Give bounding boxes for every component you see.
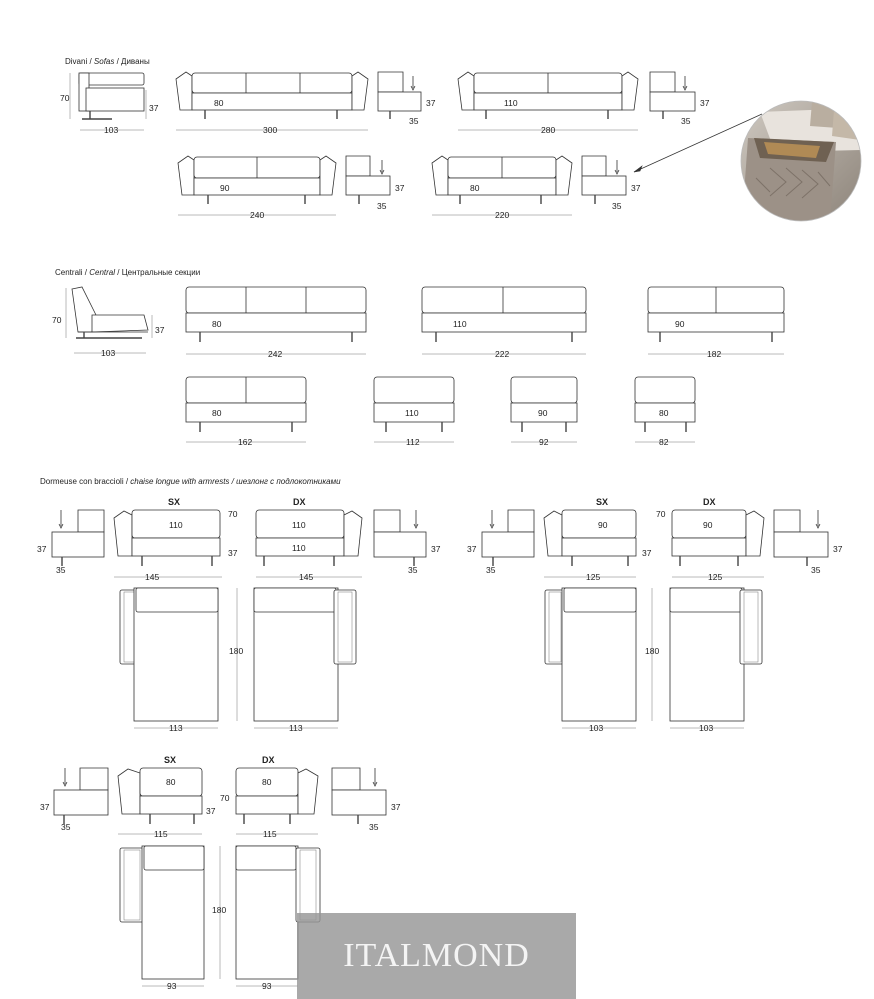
g3-length: 180: [212, 905, 227, 915]
central-82-seat: 80: [659, 408, 669, 418]
central-112: [374, 377, 454, 447]
chaise-group-110: [37, 497, 441, 733]
sofas-title: Divani / Sofas / Диваны: [65, 57, 150, 66]
cushion-height-1: 37: [426, 98, 436, 108]
chaise-group-90: [467, 497, 843, 733]
g1-dx-depth: 113: [289, 723, 303, 733]
g1-sx-depth: 113: [169, 723, 183, 733]
storage-detail-photo: [741, 101, 862, 222]
central-section: [52, 268, 784, 447]
g2-dx-label: DX: [703, 497, 716, 507]
cushion-depth-1: 35: [409, 116, 419, 126]
sofa-side-seat-height: 37: [149, 103, 159, 113]
sofa-240-arm-detail: [346, 156, 405, 211]
g2-d35-left: 35: [486, 565, 496, 575]
g2-h70: 70: [656, 509, 666, 519]
g1-d35-right: 35: [408, 565, 418, 575]
central-82: [635, 377, 695, 447]
central-title: Centrali / Central / Центральные секции: [55, 268, 201, 277]
g1-d35-left: 35: [56, 565, 66, 575]
sofa-220-width: 220: [495, 210, 510, 220]
cushion-depth-4: 35: [612, 201, 622, 211]
central-242-width: 242: [268, 349, 283, 359]
brand-watermark: [297, 913, 576, 999]
g3-sx-width: 115: [154, 829, 168, 839]
cushion-height-3: 37: [395, 183, 405, 193]
sofa-240-width: 240: [250, 210, 265, 220]
central-92: [511, 377, 577, 447]
sofa-300-arm-detail: [378, 72, 436, 126]
g1-h37-mid: 37: [228, 548, 238, 558]
sofa-220-arm-detail: [582, 156, 641, 211]
central-92-seat: 90: [538, 408, 548, 418]
g3-dx-label: DX: [262, 755, 275, 765]
central-222-width: 222: [495, 349, 510, 359]
cushion-depth-2: 35: [681, 116, 691, 126]
g2-dx-depth: 103: [699, 723, 714, 733]
g1-sx-seat: 110: [169, 520, 183, 530]
sofa-240-seat: 90: [220, 183, 230, 193]
g2-sx-seat: 90: [598, 520, 608, 530]
central-112-seat: 110: [405, 408, 419, 418]
g3-h37-right: 37: [391, 802, 401, 812]
central-182-seat: 90: [675, 319, 685, 329]
sofa-side-depth: 103: [104, 125, 119, 135]
g2-sx-depth: 103: [589, 723, 604, 733]
sofa-side-profile: [60, 73, 159, 135]
g3-dx-width: 115: [263, 829, 277, 839]
central-182-width: 182: [707, 349, 722, 359]
central-side-height: 70: [52, 315, 62, 325]
g3-dx-depth: 93: [262, 981, 272, 991]
central-162-seat: 80: [212, 408, 222, 418]
g2-h37-right: 37: [833, 544, 843, 554]
central-side-depth: 103: [101, 348, 116, 358]
g1-dx-seat: 110: [292, 520, 306, 530]
g1-dx-seat-front: 110: [292, 543, 306, 553]
central-side-seat-height: 37: [155, 325, 165, 335]
central-222-seat: 110: [453, 319, 467, 329]
central-112-width: 112: [406, 437, 420, 447]
sofa-side-height: 70: [60, 93, 70, 103]
g2-dx-seat: 90: [703, 520, 713, 530]
central-82-width: 82: [659, 437, 669, 447]
chaise-title: Dormeuse con braccioli / chaise longue with armrests / шезлонг с подлокотниками: [40, 477, 341, 486]
g2-length: 180: [645, 646, 660, 656]
cushion-height-2: 37: [700, 98, 710, 108]
cushion-height-4: 37: [631, 183, 641, 193]
g1-length: 180: [229, 646, 244, 656]
g3-d35-left: 35: [61, 822, 71, 832]
g3-sx-seat: 80: [166, 777, 176, 787]
sofa-300: [176, 72, 368, 135]
g1-sx-width: 145: [145, 572, 160, 582]
sofa-240: [178, 156, 336, 220]
central-242-seat: 80: [212, 319, 222, 329]
g1-dx-width: 145: [299, 572, 314, 582]
g2-h37-left: 37: [467, 544, 477, 554]
g2-sx-label: SX: [596, 497, 609, 507]
g3-dx-seat: 80: [262, 777, 272, 787]
g2-dx-width: 125: [708, 572, 723, 582]
sofa-220-seat: 80: [470, 183, 480, 193]
g3-d35-right: 35: [369, 822, 379, 832]
sofa-280: [458, 72, 638, 135]
sofa-280-arm-detail: [650, 72, 710, 126]
sofas-section: [60, 57, 862, 222]
sofa-300-seat: 80: [214, 98, 224, 108]
sofa-280-seat: 110: [504, 98, 518, 108]
g3-h37-mid: 37: [206, 806, 216, 816]
central-222: [422, 287, 586, 359]
g1-h37-right: 37: [431, 544, 441, 554]
central-162-width: 162: [238, 437, 253, 447]
g1-h37-left: 37: [37, 544, 47, 554]
central-242: [186, 287, 366, 359]
g2-sx-width: 125: [586, 572, 601, 582]
g3-sx-depth: 93: [167, 981, 177, 991]
central-side-profile: [52, 287, 165, 358]
sofa-280-width: 280: [541, 125, 556, 135]
g3-h70: 70: [220, 793, 230, 803]
g2-h37-mid: 37: [642, 548, 652, 558]
g3-sx-label: SX: [164, 755, 177, 765]
central-182: [648, 287, 784, 359]
central-162: [186, 377, 306, 447]
sofa-220: [432, 156, 572, 220]
watermark-text: ITALMOND: [343, 937, 530, 974]
sofa-300-width: 300: [263, 125, 278, 135]
central-92-width: 92: [539, 437, 549, 447]
g1-dx-label: DX: [293, 497, 306, 507]
g1-sx-label: SX: [168, 497, 181, 507]
g1-h70: 70: [228, 509, 238, 519]
g2-d35-right: 35: [811, 565, 821, 575]
cushion-depth-3: 35: [377, 201, 387, 211]
g3-h37-left: 37: [40, 802, 50, 812]
